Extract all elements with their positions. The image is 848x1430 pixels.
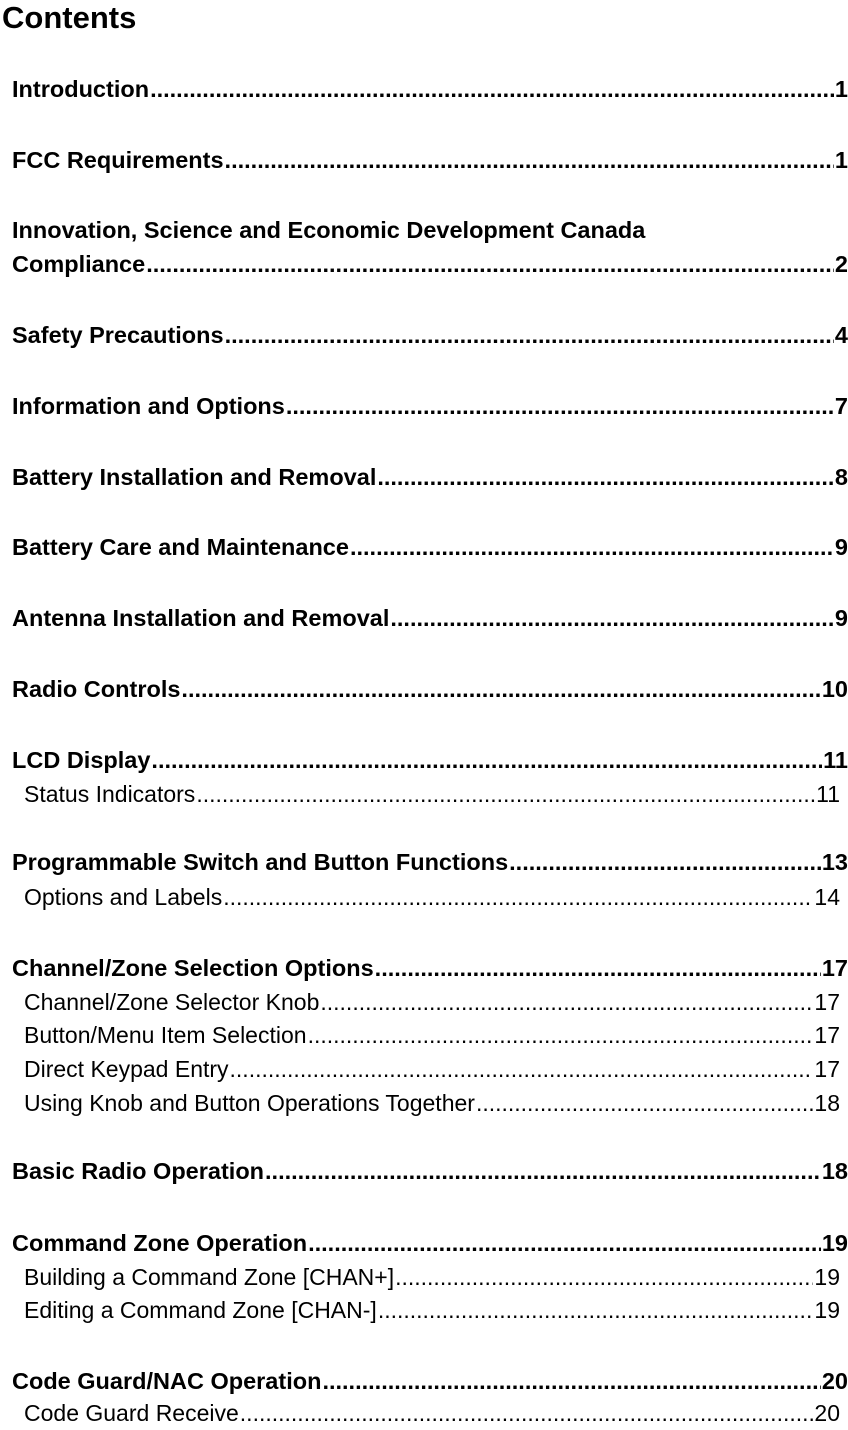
toc-entry-title: Battery Care and Maintenance bbox=[12, 534, 349, 560]
toc-entry-title: Options and Labels bbox=[24, 884, 223, 910]
dot-leader bbox=[320, 989, 813, 1016]
dot-leader bbox=[509, 849, 821, 876]
toc-subentry-selector-knob[interactable] bbox=[24, 989, 840, 1019]
toc-page-number: 18 bbox=[821, 1158, 848, 1184]
toc-subentry-knob-and-button[interactable] bbox=[24, 1090, 840, 1120]
toc-page-number: 17 bbox=[821, 955, 848, 981]
toc-subentry-editing-command-zone[interactable] bbox=[24, 1297, 840, 1327]
toc-entry-battery-installation[interactable] bbox=[12, 464, 848, 494]
dot-leader bbox=[378, 1297, 814, 1324]
toc-entry-title: Battery Installation and Removal bbox=[12, 464, 377, 490]
toc-entry-title: Editing a Command Zone [CHAN-] bbox=[24, 1297, 377, 1323]
toc-entry-programmable-switch[interactable] bbox=[12, 849, 848, 879]
dot-leader bbox=[225, 322, 834, 349]
toc-entry-code-guard-nac[interactable] bbox=[12, 1368, 848, 1398]
toc-page-number: 19 bbox=[814, 1264, 840, 1290]
toc-page-number: 13 bbox=[821, 849, 848, 875]
toc-page-number: 18 bbox=[814, 1090, 840, 1116]
toc-page-number: 10 bbox=[821, 676, 848, 702]
toc-entry-title: Antenna Installation and Removal bbox=[12, 605, 390, 631]
dot-leader bbox=[181, 676, 820, 703]
toc-entry-title: Programmable Switch and Button Functions bbox=[12, 849, 509, 875]
dot-leader bbox=[223, 884, 813, 911]
toc-page-number: 20 bbox=[814, 1400, 840, 1426]
toc-entry-safety-precautions[interactable] bbox=[12, 322, 848, 352]
toc-entry-battery-care[interactable] bbox=[12, 534, 848, 564]
dot-leader bbox=[150, 76, 834, 103]
toc-page-number: 4 bbox=[834, 322, 848, 348]
dot-leader bbox=[375, 955, 821, 982]
toc-entry-fcc-requirements[interactable] bbox=[12, 147, 848, 177]
toc-entry-title: Command Zone Operation bbox=[12, 1230, 308, 1256]
dot-leader bbox=[350, 534, 834, 561]
dot-leader bbox=[265, 1158, 821, 1185]
dot-leader bbox=[230, 1056, 814, 1083]
toc-entry-title: Code Guard Receive bbox=[24, 1400, 239, 1426]
toc-entry-title: Radio Controls bbox=[12, 676, 181, 702]
toc-page-number: 7 bbox=[834, 393, 848, 419]
toc-entry-basic-radio-operation[interactable] bbox=[12, 1158, 848, 1188]
toc-subentry-button-menu-item[interactable] bbox=[24, 1022, 840, 1052]
toc-page-number: 8 bbox=[834, 464, 848, 490]
toc-subentry-status-indicators[interactable] bbox=[24, 781, 840, 811]
toc-entry-channel-zone-selection[interactable] bbox=[12, 955, 848, 985]
dot-leader bbox=[322, 1368, 820, 1395]
toc-page-number: 11 bbox=[823, 747, 848, 773]
toc-entry-title-line1[interactable]: Innovation, Science and Economic Development Canada bbox=[12, 217, 646, 243]
dot-leader bbox=[476, 1090, 813, 1117]
toc-entry-title: Basic Radio Operation bbox=[12, 1158, 265, 1184]
dot-leader bbox=[377, 464, 834, 491]
toc-page-number: 14 bbox=[814, 884, 840, 910]
toc-entry-title: Safety Precautions bbox=[12, 322, 224, 348]
dot-leader bbox=[151, 747, 822, 774]
dot-leader bbox=[286, 393, 834, 420]
toc-page-number: 1 bbox=[834, 147, 848, 173]
toc-entry-title: Using Knob and Button Operations Together bbox=[24, 1090, 475, 1116]
toc-entry-title: FCC Requirements bbox=[12, 147, 224, 173]
toc-entry-title: Code Guard/NAC Operation bbox=[12, 1368, 322, 1394]
toc-entry-title: Compliance bbox=[12, 251, 146, 277]
toc-page-number: 1 bbox=[834, 76, 848, 102]
toc-entry-title: Direct Keypad Entry bbox=[24, 1056, 229, 1082]
toc-entry-title: LCD Display bbox=[12, 747, 151, 773]
toc-subentry-building-command-zone[interactable] bbox=[24, 1264, 840, 1294]
toc-page-number: 9 bbox=[834, 534, 848, 560]
dot-leader bbox=[225, 147, 834, 174]
toc-page-number: 11 bbox=[816, 781, 840, 807]
dot-leader bbox=[390, 605, 834, 632]
toc-entry-title: Channel/Zone Selector Knob bbox=[24, 989, 320, 1015]
table-of-contents bbox=[12, 0, 848, 1426]
toc-page-number: 19 bbox=[814, 1297, 840, 1323]
toc-page-number: 20 bbox=[821, 1368, 848, 1394]
dot-leader bbox=[146, 251, 834, 278]
dot-leader bbox=[240, 1400, 814, 1427]
dot-leader bbox=[196, 781, 815, 808]
dot-leader bbox=[395, 1264, 813, 1291]
page-title: Contents bbox=[2, 0, 137, 35]
toc-entry-lcd-display[interactable] bbox=[12, 747, 848, 777]
toc-entry-information-and-options[interactable] bbox=[12, 393, 848, 423]
toc-page-number: 9 bbox=[834, 605, 848, 631]
toc-entry-title: Button/Menu Item Selection bbox=[24, 1022, 307, 1048]
toc-entry-introduction[interactable] bbox=[12, 76, 848, 106]
toc-entry-command-zone-operation[interactable] bbox=[12, 1230, 848, 1260]
toc-page-number: 19 bbox=[821, 1230, 848, 1256]
toc-entry-title: Status Indicators bbox=[24, 781, 196, 807]
dot-leader bbox=[308, 1022, 814, 1049]
toc-entry-antenna-installation[interactable] bbox=[12, 605, 848, 635]
toc-entry-title: Information and Options bbox=[12, 393, 285, 419]
toc-page-number: 17 bbox=[814, 1022, 840, 1048]
toc-page-number: 17 bbox=[814, 989, 840, 1015]
toc-page-number: 2 bbox=[834, 251, 848, 277]
toc-entry-title: Introduction bbox=[12, 76, 150, 102]
toc-entry-title: Building a Command Zone [CHAN+] bbox=[24, 1264, 395, 1290]
toc-entry-title: Channel/Zone Selection Options bbox=[12, 955, 374, 981]
toc-subentry-options-and-labels[interactable] bbox=[24, 884, 840, 914]
toc-page-number: 17 bbox=[814, 1056, 840, 1082]
toc-entry-radio-controls[interactable] bbox=[12, 676, 848, 706]
toc-entry-compliance[interactable] bbox=[12, 251, 848, 281]
dot-leader bbox=[308, 1230, 821, 1257]
toc-subentry-direct-keypad[interactable] bbox=[24, 1056, 840, 1086]
